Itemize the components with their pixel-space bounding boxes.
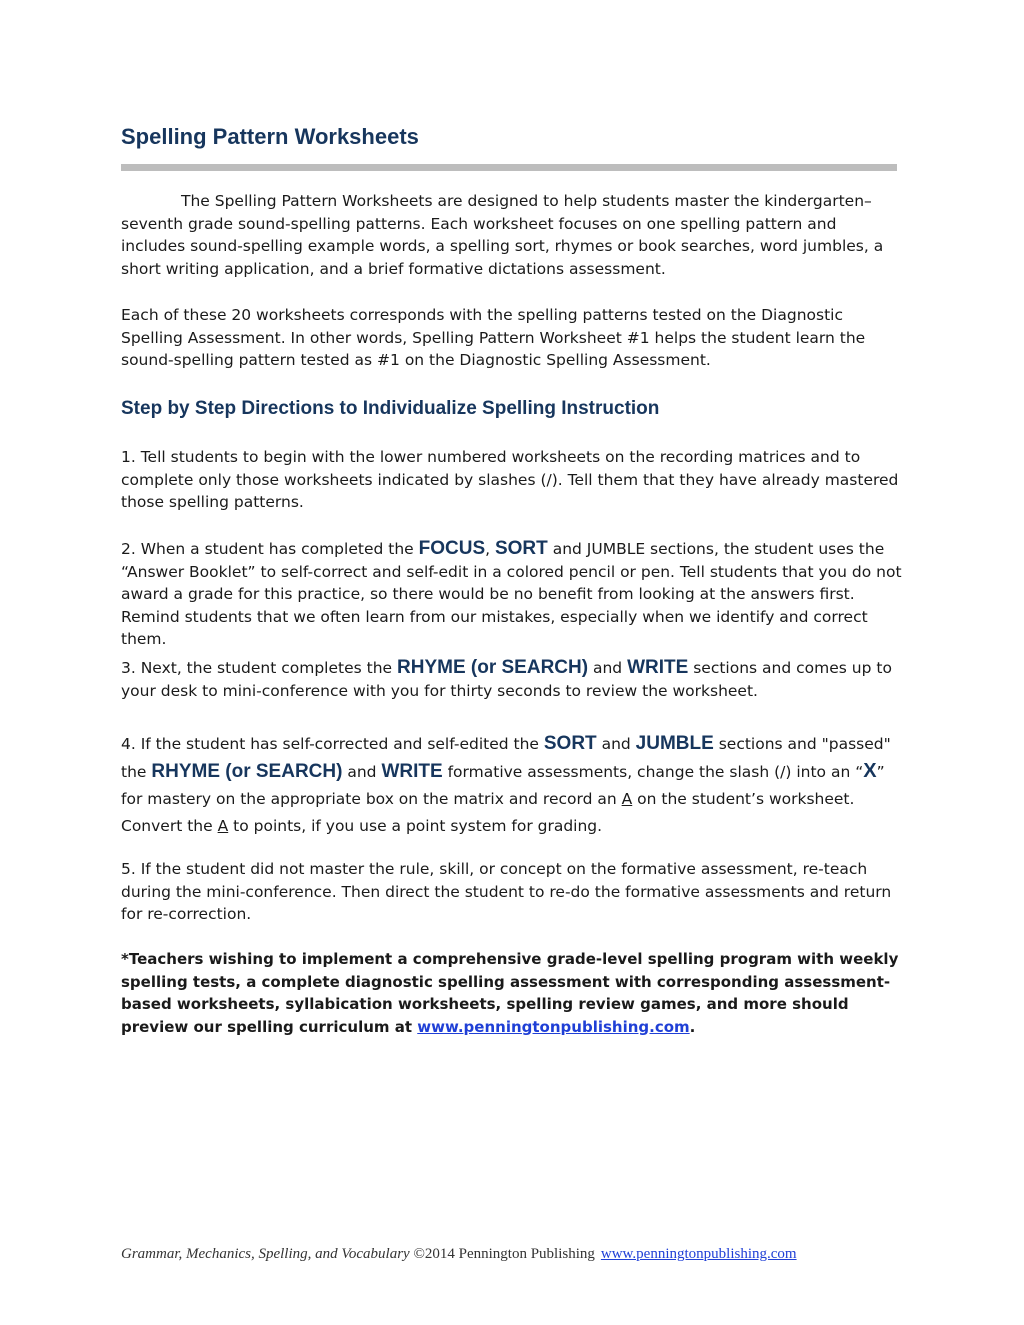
website-link[interactable]: www.penningtonpublishing.com bbox=[417, 1017, 690, 1036]
footer-copyright: ©2014 Pennington Publishing bbox=[409, 1246, 595, 1262]
step-5: 5. If the student did not master the rule, skill, or concept on the formative assessment, re-teach during the mini-conference. Then direct the student to re-do the formative assessments and return for re-correction. bbox=[121, 860, 892, 923]
step-2 bbox=[121, 538, 903, 651]
step-4-text-f: ” for mastery on the appropriate box on the matrix and record an bbox=[121, 763, 885, 808]
page-title: Spelling Pattern Worksheets bbox=[121, 124, 419, 149]
step-4 bbox=[121, 730, 903, 840]
step-3-text-b: and bbox=[588, 659, 628, 677]
step-3-text-a: 3. Next, the student completes the bbox=[121, 659, 397, 677]
keyword-rhyme-or-search: RHYME (or SEARCH) bbox=[397, 657, 589, 678]
page-footer bbox=[121, 1246, 911, 1263]
step-4-text-a: 4. If the student has self-corrected and self-edited the bbox=[121, 735, 544, 753]
grade-a: A bbox=[621, 790, 633, 808]
step-4-text-h: on the student’s worksheet. Convert the bbox=[121, 790, 855, 835]
keyword-rhyme-or-search: RHYME (or SEARCH) bbox=[151, 761, 343, 782]
keyword-write: WRITE bbox=[627, 657, 689, 678]
keyword-sort: SORT bbox=[543, 733, 597, 754]
step-2-text-a: 2. When a student has completed the bbox=[121, 540, 419, 558]
grade-a: A bbox=[217, 817, 229, 835]
footer-website-link[interactable]: www.penningtonpublishing.com bbox=[600, 1246, 797, 1262]
step-4-text-c: sections and "passed" the bbox=[121, 735, 891, 781]
keyword-write: WRITE bbox=[381, 761, 443, 782]
keyword-sort: SORT bbox=[494, 538, 548, 559]
step-2-text-b: , bbox=[485, 540, 495, 558]
step-4-text-d: and bbox=[342, 763, 382, 781]
step-4-text-e: formative assessments, change the slash (/) into an “ bbox=[442, 763, 864, 781]
intro-paragraph-1: The Spelling Pattern Worksheets are designed to help students master the kindergarten–seventh grade sound-spelling patterns. Each worksheet focuses on one spelling pattern and includes sound-spelling example words, a spelling sort, rhymes or book searches, word jumbles, a short writing application, and a brief formative dictations assessment. bbox=[121, 192, 884, 278]
step-4-text-b: and bbox=[596, 735, 636, 753]
step-1: 1. Tell students to begin with the lower numbered worksheets on the recording matrices and to complete only those worksheets indicated by slashes (/). Tell them that they have already mastered those spelling patterns. bbox=[121, 448, 899, 511]
step-3-text-c: sections and comes up to your desk to mini-conference with you for thirty seconds to review the worksheet. bbox=[121, 659, 892, 700]
footer-book-title: Grammar, Mechanics, Spelling, and Vocabulary bbox=[121, 1246, 410, 1262]
step-2-text-c: and JUMBLE sections, the student uses the “Answer Booklet” to self-correct and self-edit in a colored pencil or pen. Tell students that you do not award a grade for this practice, so there would be no benefit from looking at the answers first. Remind students that we often learn from our mistakes, especially when we identify and correct them. bbox=[121, 540, 902, 648]
keyword-x: X bbox=[863, 760, 877, 782]
teacher-note bbox=[121, 948, 903, 1038]
step-3 bbox=[121, 657, 903, 702]
keyword-focus: FOCUS bbox=[418, 538, 486, 559]
teacher-note-text: *Teachers wishing to implement a comprehensive grade-level spelling program with weekly spelling tests, a complete diagnostic spelling assessment with corresponding assessment-based worksheets, syllabication worksheets, spelling review games, and more should preview our spelling curriculum at bbox=[121, 950, 899, 1036]
intro-paragraph-2: Each of these 20 worksheets corresponds with the spelling patterns tested on the Diagnostic Spelling Assessment. In other words, Spelling Pattern Worksheet #1 helps the student learn the sound-spelling pattern tested as #1 on the Diagnostic Spelling Assessment. bbox=[121, 306, 866, 369]
step-4-text-j: to points, if you use a point system for grading. bbox=[228, 817, 603, 835]
keyword-jumble: JUMBLE bbox=[635, 733, 714, 754]
teacher-note-end: . bbox=[689, 1017, 696, 1036]
title-divider bbox=[121, 164, 897, 171]
section-heading: Step by Step Directions to Individualize Spelling Instruction bbox=[121, 398, 660, 419]
